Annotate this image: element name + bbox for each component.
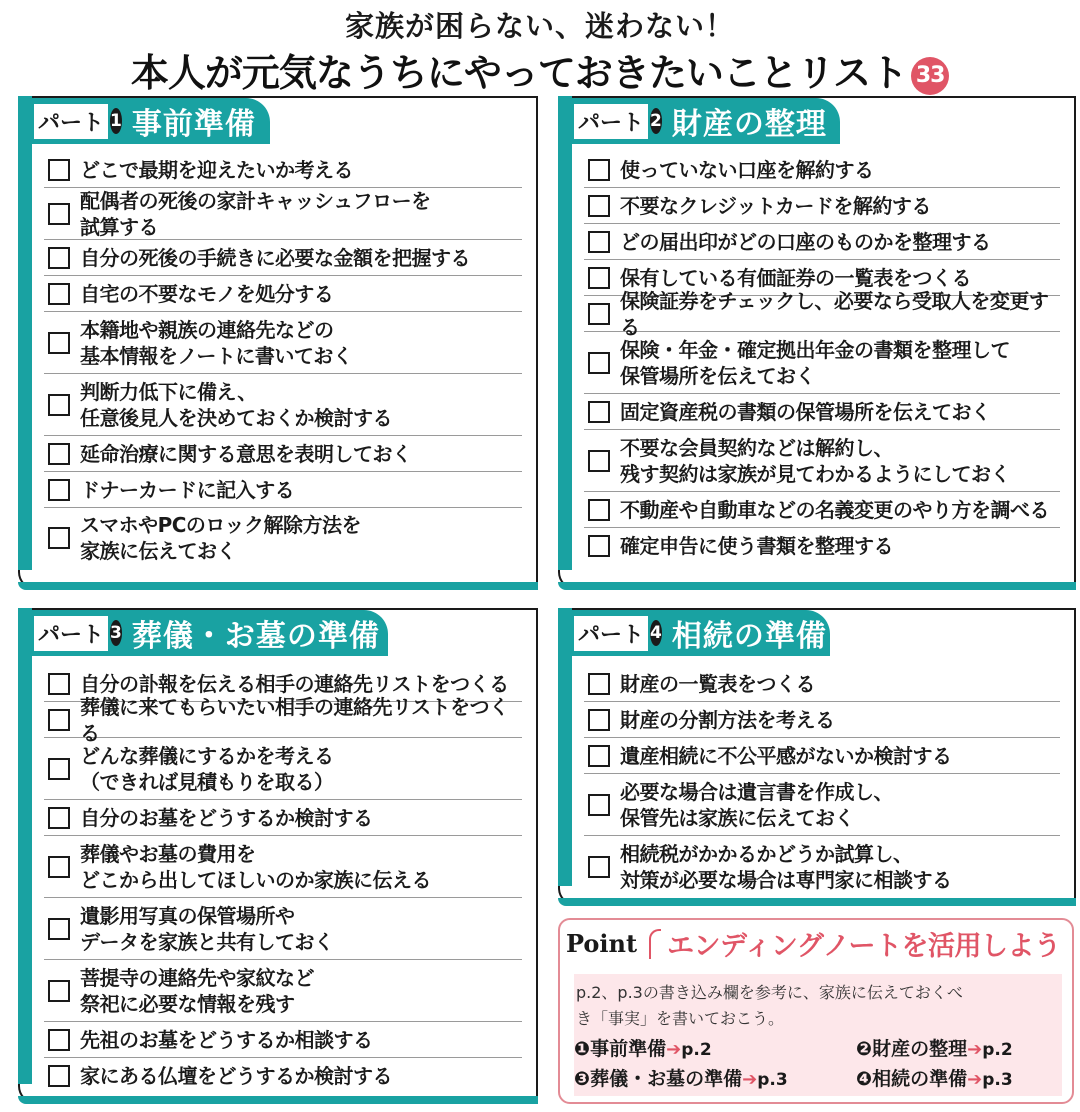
checklist-item-text: 判断力低下に備え、 任意後見人を決めておくか検討する xyxy=(80,379,392,430)
section-number-badge: 3 xyxy=(110,620,122,646)
checklist-item xyxy=(44,694,522,745)
checklist-item xyxy=(44,436,522,472)
checklist-item xyxy=(44,960,522,1022)
checkbox[interactable] xyxy=(588,709,610,731)
checkbox[interactable] xyxy=(48,758,70,780)
ref-number: ❸ xyxy=(574,1068,591,1090)
checklist-item xyxy=(44,738,522,800)
checkbox[interactable] xyxy=(588,450,610,472)
reference-item xyxy=(574,1064,788,1091)
checklist-item-text: 固定資産税の書類の保管場所を伝えておく xyxy=(620,399,991,424)
checkbox[interactable] xyxy=(588,267,610,289)
checkbox[interactable] xyxy=(48,332,70,354)
checklist-item-text: どの届出印がどの口座のものかを整理する xyxy=(620,229,991,254)
point-body xyxy=(574,974,1062,1096)
point-tag: Point xyxy=(566,929,638,958)
checklist-item-text: 不要な会員契約などは解約し、 残す契約は家族が見てわかるようにしておく xyxy=(620,435,1010,486)
section-panel-1 xyxy=(18,96,538,590)
checklist-item-text: 自分のお墓をどうするか検討する xyxy=(80,805,373,830)
checklist-item xyxy=(44,1022,522,1058)
ref-number: ❶ xyxy=(574,1038,591,1060)
ref-page: p.2 xyxy=(681,1040,712,1060)
checklist-item-text: 不要なクレジットカードを解約する xyxy=(620,193,931,218)
section-tab xyxy=(20,98,270,144)
checklist-item xyxy=(584,836,1060,898)
section-title: 事前準備 xyxy=(131,107,256,142)
checklist-item xyxy=(584,492,1060,528)
checklist-item-text: 先祖のお墓をどうするか相談する xyxy=(80,1027,373,1052)
checklist-item-text: 自宅の不要なモノを処分する xyxy=(80,281,334,306)
checklist-item-text: 葬儀やお墓の費用を どこから出してほしいのか家族に伝える xyxy=(80,841,431,892)
checklist-item-text: 保険証券をチェックし、必要なら受取人を変更する xyxy=(620,288,1049,339)
checklist-item xyxy=(584,152,1060,188)
checklist-item xyxy=(44,1058,522,1094)
checklist-item xyxy=(44,508,522,568)
checklist-item-text: 葬儀に来てもらいたい相手の連絡先リストをつくる xyxy=(80,694,509,745)
checklist xyxy=(584,152,1060,564)
checkbox[interactable] xyxy=(48,918,70,940)
checklist xyxy=(584,666,1060,898)
checklist xyxy=(44,152,522,568)
checklist-item-text: 保険・年金・確定拠出年金の書類を整理して 保管場所を伝えておく xyxy=(620,337,1010,388)
checklist-item-text: 家にある仏壇をどうするか検討する xyxy=(80,1064,392,1088)
section-part-label: パート xyxy=(574,616,648,651)
checklist-item-text: 延命治療に関する意思を表明しておく xyxy=(80,441,412,466)
checkbox[interactable] xyxy=(588,231,610,253)
arrow-icon: ➔ xyxy=(967,1069,983,1090)
checkbox[interactable] xyxy=(48,247,70,269)
section-title: 葬儀・お墓の準備 xyxy=(131,619,380,654)
point-header xyxy=(566,924,1061,963)
checklist-item-text: どんな葬儀にするかを考える （できれば見積もりを取る） xyxy=(80,743,334,794)
checkbox[interactable] xyxy=(588,159,610,181)
checkbox[interactable] xyxy=(48,479,70,501)
reference-item xyxy=(574,1034,712,1061)
checklist-item xyxy=(44,312,522,374)
checklist-item-text: 財産の分割方法を考える xyxy=(620,707,835,732)
checkbox[interactable] xyxy=(48,807,70,829)
checkbox[interactable] xyxy=(588,745,610,767)
ref-name: 葬儀・お墓の準備 xyxy=(590,1068,743,1090)
checkbox[interactable] xyxy=(588,673,610,695)
checklist-item-text: 自分の訃報を伝える相手の連絡先リストをつくる xyxy=(80,671,509,696)
section-part-label: パート xyxy=(34,104,108,139)
section-part-label: パート xyxy=(574,104,648,139)
section-number-badge: 2 xyxy=(650,108,662,134)
arrow-icon: ➔ xyxy=(742,1069,758,1090)
ref-page: p.2 xyxy=(982,1040,1013,1060)
checklist-item-text: 必要な場合は遺言書を作成し、 保管先は家族に伝えておく xyxy=(620,779,893,830)
checklist-item xyxy=(44,240,522,276)
checklist-item xyxy=(44,276,522,312)
checklist-item-text: 遺影用写真の保管場所や データを家族と共有しておく xyxy=(80,903,334,954)
checklist-item-text: どこで最期を迎えたいか考える xyxy=(80,157,353,182)
checkbox[interactable] xyxy=(48,1065,70,1087)
checkbox[interactable] xyxy=(48,443,70,465)
checklist-item xyxy=(44,374,522,436)
section-panel-3 xyxy=(18,608,538,1104)
reference-item xyxy=(856,1034,1013,1061)
checklist-item xyxy=(584,528,1060,564)
checkbox[interactable] xyxy=(48,856,70,878)
section-panel-4 xyxy=(558,608,1076,906)
checkbox[interactable] xyxy=(48,709,70,731)
checklist-item-text: ドナーカードに記入する xyxy=(80,477,295,502)
checklist-item xyxy=(584,288,1060,339)
checkbox[interactable] xyxy=(48,159,70,181)
checklist-item xyxy=(584,188,1060,224)
bracket-decoration xyxy=(649,929,661,959)
checklist-item-text: 配偶者の死後の家計キャッシュフローを 試算する xyxy=(80,188,431,239)
section-panel-2 xyxy=(558,96,1076,590)
checklist-item-text: 菩提寺の連絡先や家紋など 祭祀に必要な情報を残す xyxy=(80,965,314,1016)
checklist-item-text: 遺産相続に不公平感がないか検討する xyxy=(620,743,952,768)
checklist-item xyxy=(44,898,522,960)
checklist-item xyxy=(584,224,1060,260)
checkbox[interactable] xyxy=(48,1029,70,1051)
checkbox[interactable] xyxy=(48,527,70,549)
section-title: 財産の整理 xyxy=(671,107,827,142)
checkbox[interactable] xyxy=(48,673,70,695)
arrow-icon: ➔ xyxy=(666,1039,682,1060)
checklist-item xyxy=(44,152,522,188)
ref-name: 財産の整理 xyxy=(872,1038,968,1060)
section-tab xyxy=(20,610,388,656)
checklist-item xyxy=(44,836,522,898)
checkbox[interactable] xyxy=(48,980,70,1002)
checklist-item xyxy=(44,472,522,508)
checkbox[interactable] xyxy=(588,195,610,217)
checklist-item xyxy=(44,800,522,836)
checklist-item-text: スマホやPCのロック解除方法を 家族に伝えておく xyxy=(80,513,362,563)
point-text: p.2、p.3の書き込み欄を参考に、家族に伝えておくべ き「事実」を書いておこう。 xyxy=(576,983,963,1028)
section-number-badge: 1 xyxy=(110,108,122,134)
checkbox[interactable] xyxy=(48,394,70,416)
arrow-icon: ➔ xyxy=(967,1039,983,1060)
checklist-item xyxy=(584,332,1060,394)
checklist-item xyxy=(584,394,1060,430)
checklist-item xyxy=(584,774,1060,836)
item-count-badge: 33 xyxy=(911,57,949,95)
ref-number: ❹ xyxy=(856,1068,873,1090)
checkbox[interactable] xyxy=(48,283,70,305)
section-tab xyxy=(560,98,840,144)
checklist-item xyxy=(584,702,1060,738)
checklist-item xyxy=(44,188,522,240)
ref-page: p.3 xyxy=(982,1070,1013,1090)
checklist-item-text: 確定申告に使う書類を整理する xyxy=(620,534,893,558)
page-title-line xyxy=(0,42,1080,97)
checklist-item-text: 不動産や自動車などの名義変更のやり方を調べる xyxy=(620,497,1049,522)
section-title: 相続の準備 xyxy=(671,619,827,654)
checklist-item-text: 保有している有価証券の一覧表をつくる xyxy=(620,265,971,290)
reference-item xyxy=(856,1064,1013,1091)
ref-name: 事前準備 xyxy=(590,1038,667,1060)
checkbox[interactable] xyxy=(588,499,610,521)
checkbox[interactable] xyxy=(588,352,610,374)
checkbox[interactable] xyxy=(588,856,610,878)
point-title: エンディングノートを活用しよう xyxy=(667,931,1061,962)
checkbox[interactable] xyxy=(588,794,610,816)
page-subtitle: 家族が困らない、迷わない！ xyxy=(344,9,735,43)
ref-number: ❷ xyxy=(856,1038,873,1060)
section-tab xyxy=(560,610,830,656)
page-title: 本人が元気なうちにやっておきたいことリスト xyxy=(130,51,908,95)
checklist-item xyxy=(584,430,1060,492)
checklist-item xyxy=(584,666,1060,702)
checklist-item-text: 財産の一覧表をつくる xyxy=(620,671,815,696)
checklist-item-text: 自分の死後の手続きに必要な金額を把握する xyxy=(80,245,470,270)
checklist-item-text: 本籍地や親族の連絡先などの 基本情報をノートに書いておく xyxy=(80,317,353,368)
checklist-item-text: 相続税がかかるかどうか試算し、 対策が必要な場合は専門家に相談する xyxy=(620,842,952,892)
checkbox[interactable] xyxy=(588,401,610,423)
point-box xyxy=(558,918,1074,1104)
section-number-badge: 4 xyxy=(650,620,662,646)
ref-name: 相続の準備 xyxy=(872,1068,968,1090)
checklist xyxy=(44,666,522,1094)
checklist-item xyxy=(584,738,1060,774)
checkbox[interactable] xyxy=(588,535,610,557)
ref-page: p.3 xyxy=(757,1070,788,1090)
section-part-label: パート xyxy=(34,616,108,651)
checkbox[interactable] xyxy=(48,203,70,225)
checkbox[interactable] xyxy=(588,303,610,325)
checklist-item-text: 使っていない口座を解約する xyxy=(620,157,874,182)
